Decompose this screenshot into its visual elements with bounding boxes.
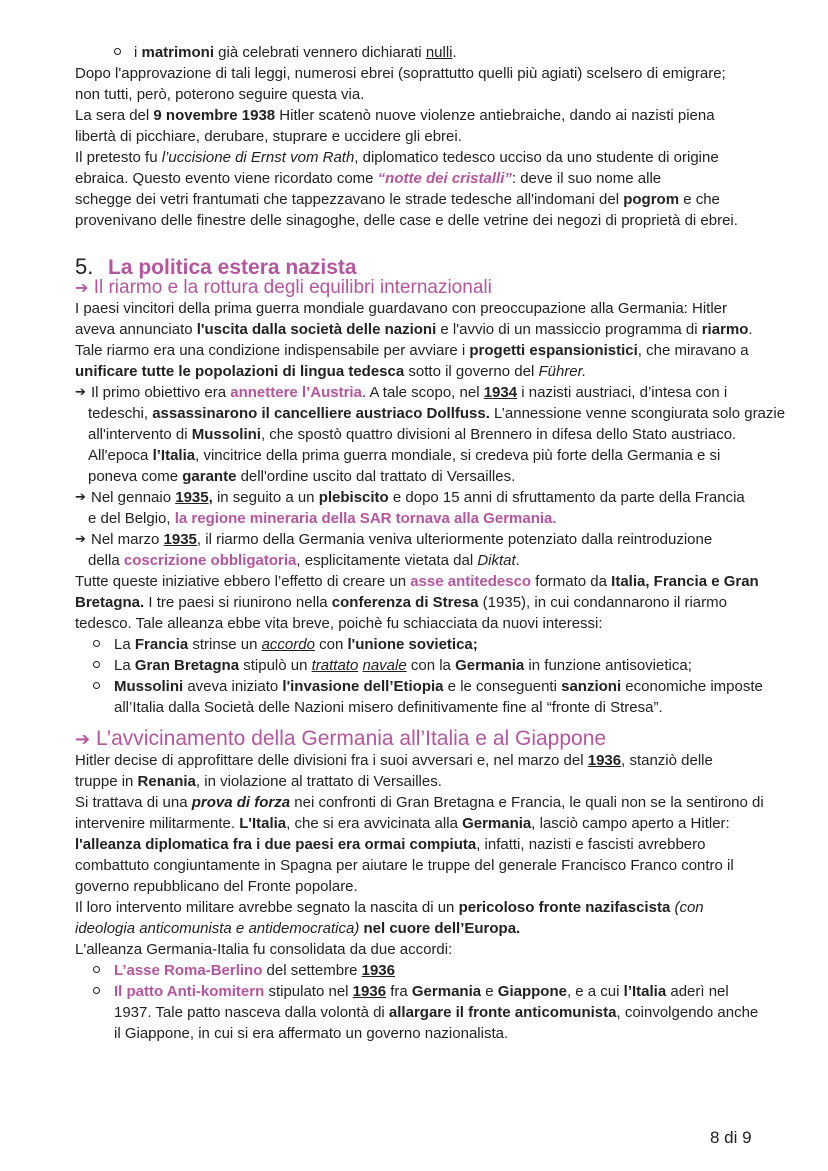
text-run: in funzione antisovietica;: [524, 657, 692, 674]
text-run: l’Italia: [623, 983, 667, 1000]
text-line: [75, 792, 828, 813]
text-run: e che: [679, 191, 720, 208]
text-run: pogrom: [623, 191, 680, 208]
text-line: [75, 592, 828, 613]
text-run: ebraica. Questo evento viene ricordato come: [75, 170, 378, 187]
text-run: tedesco. Tale alleanza ebbe vita breve, poichè fu schiacciata da nuovi interessi:: [75, 615, 603, 632]
text-run: Dopo l'approvazione di tali leggi, numerosi ebrei (soprattutto quelli più agiati) scelsero di emigrare;: [75, 65, 726, 82]
text-run: nel cuore dell’Europa.: [363, 920, 521, 937]
text-run: l'invasione dell’Etiopia: [282, 678, 444, 695]
text-line: [75, 340, 828, 361]
section-number: 5.: [75, 254, 94, 279]
text-run: allargare il fronte anticomunista: [388, 1004, 617, 1021]
text-run: Francia: [134, 636, 189, 653]
text-run: formato da: [531, 573, 612, 590]
text-run: all’Italia dalla Società delle Nazioni misero definitivamente fine al “fronte di Stresa”.: [114, 699, 663, 716]
text-run: della: [88, 552, 124, 569]
text-run: il Giappone, in cui si era affermato un governo nazionalista.: [114, 1025, 509, 1042]
text-line: [75, 571, 828, 592]
text-run: e le conseguenti: [443, 678, 562, 695]
text-line: [75, 834, 828, 855]
text-run: , lasciò campo aperto a Hitler:: [531, 815, 730, 832]
text-run: Diktat: [477, 552, 516, 569]
text-run: non tutti, però, poterono seguire questa via.: [75, 86, 365, 103]
text-run: 1935: [163, 531, 197, 548]
bullet-circle-icon: [93, 682, 100, 689]
text-run: Il loro intervento militare avrebbe segnato la nascita di un: [75, 899, 459, 916]
subsection-title: L’avvicinamento della Germania all’Italia e al Giappone: [95, 727, 607, 750]
text-run: .: [452, 44, 457, 61]
text-run: accordo: [261, 636, 315, 653]
text-run: Nel gennaio: [91, 489, 176, 506]
arrow-item-text: [88, 382, 828, 487]
bullet-circle-icon: [93, 987, 100, 994]
bullet-circle-icon: [93, 640, 100, 647]
text-line: [114, 634, 828, 655]
text-run: , che si era avvicinata alla: [286, 815, 463, 832]
text-run: l’Italia: [152, 447, 196, 464]
text-line: [75, 168, 828, 189]
text-run: . A tale scopo, nel: [361, 384, 484, 401]
text-line: [88, 382, 828, 403]
text-run: dell'ordine uscito dal trattato di Versailles.: [236, 468, 516, 485]
text-run: , il riarmo della Germania veniva ulteriormente potenziato dalla reintroduzione: [196, 531, 713, 548]
text-run: trattato: [311, 657, 359, 674]
text-run: asse antitedesco: [410, 573, 532, 590]
text-run: Mussolini: [191, 426, 261, 443]
text-run: conferenza di Stresa: [331, 594, 479, 611]
arrow-item-saar: [75, 487, 828, 529]
text-run: annettere l’Austria: [230, 384, 362, 401]
list-item-matrimoni: [75, 42, 828, 63]
text-run: La: [114, 636, 135, 653]
list-item-text: [114, 960, 828, 981]
text-run: riarmo: [701, 321, 749, 338]
text-run: nulli: [425, 44, 453, 61]
text-line: [88, 508, 828, 529]
text-run: La sera del: [75, 107, 154, 124]
text-run: 1937. Tale patto nasceva dalla volontà di: [114, 1004, 389, 1021]
text-run: 1934: [483, 384, 518, 401]
text-line: [88, 403, 828, 424]
text-run: Führer.: [538, 363, 587, 380]
text-run: .: [515, 552, 520, 569]
text-run: provenivano delle finestre delle sinagoghe, delle case e delle vetrine dei negozi di proprietà di ebrei.: [75, 212, 738, 229]
text-run: All'epoca: [88, 447, 153, 464]
text-run: strinse un: [188, 636, 262, 653]
arrow-item-austria: [75, 382, 828, 487]
text-line: [134, 42, 828, 63]
text-run: 1936: [361, 962, 395, 979]
arrow-item-text: [88, 529, 828, 571]
bullet-circle-icon: [93, 966, 100, 973]
text-line: [114, 697, 828, 718]
text-run: Il pretesto fu: [75, 149, 162, 166]
paragraph-notte-dei-cristalli: [75, 63, 828, 231]
text-run: navale: [362, 657, 407, 674]
list-item-text: [114, 981, 828, 1044]
bullet-circle-icon: [114, 48, 121, 55]
text-run: Germania: [455, 657, 525, 674]
text-run: in seguito a un: [212, 489, 319, 506]
text-run: Germania: [462, 815, 532, 832]
list-item-gran-bretagna: [75, 655, 828, 676]
text-run: , coinvolgendo anche: [616, 1004, 759, 1021]
text-run: Hitler decise di approfittare delle divisioni fra i suoi avversari e, nel marzo del: [75, 752, 588, 769]
text-run: 1936: [352, 983, 387, 1000]
subsection-title: Il riarmo e la rottura degli equilibri internazionali: [93, 277, 492, 298]
text-line: [114, 1002, 828, 1023]
text-run: con la: [406, 657, 456, 674]
text-line: [75, 361, 828, 382]
text-run: già celebrati vennero dichiarati: [214, 44, 426, 61]
list-item-francia: [75, 634, 828, 655]
text-run: poneva come: [88, 468, 183, 485]
text-run: sanzioni: [561, 678, 622, 695]
text-run: all'intervento di: [88, 426, 192, 443]
text-run: Gran Bretagna: [134, 657, 240, 674]
text-line: [75, 298, 828, 319]
text-line: [75, 105, 828, 126]
text-run: pericoloso fronte nazifascista: [458, 899, 671, 916]
text-run: , in violazione al trattato di Versailles.: [195, 773, 442, 790]
text-line: [75, 813, 828, 834]
text-run: , esplicitamente vietata dal: [296, 552, 478, 569]
text-run: Renania: [137, 773, 196, 790]
text-run: coscrizione obbligatoria: [123, 552, 297, 569]
text-line: [75, 126, 828, 147]
text-line: [75, 855, 828, 876]
text-run: l'uscita dalla società delle nazioni: [196, 321, 437, 338]
text-line: [75, 771, 828, 792]
arrow-icon: ➔: [75, 385, 86, 400]
paragraph-stresa: [75, 571, 828, 634]
text-run: L'Italia: [239, 815, 287, 832]
text-line: [88, 424, 828, 445]
text-run: , che miravano a: [637, 342, 749, 359]
text-run: e: [481, 983, 498, 1000]
text-run: L'alleanza Germania-Italia fu consolidata da due accordi:: [75, 941, 453, 958]
text-line: [88, 445, 828, 466]
text-run: l'unione sovietica;: [347, 636, 478, 653]
text-run: prova di forza: [191, 794, 291, 811]
text-line: [114, 981, 828, 1002]
text-run: L’annessione venne scongiurata solo grazie: [489, 405, 786, 422]
text-run: con: [314, 636, 348, 653]
text-line: [88, 529, 828, 550]
text-line: [75, 319, 828, 340]
text-run: , stanziò delle: [621, 752, 713, 769]
text-run: tedeschi,: [88, 405, 153, 422]
text-run: Nel marzo: [91, 531, 164, 548]
text-run: La: [114, 657, 135, 674]
arrow-icon: ➔: [75, 278, 89, 297]
text-run: l'alleanza diplomatica fra i due paesi era ormai compiuta: [75, 836, 477, 853]
list-item-patto-anti-komitern: [75, 981, 828, 1044]
text-run: Si trattava di una: [75, 794, 192, 811]
text-run: 1936: [587, 752, 622, 769]
text-run: Tale riarmo era una condizione indispensabile per avviare i: [75, 342, 470, 359]
text-line: [75, 918, 828, 939]
list-item-text: [114, 676, 828, 718]
text-run: e l'avvio di un massiccio programma di: [436, 321, 702, 338]
text-run: , infatti, nazisti e fascisti avrebbero: [476, 836, 706, 853]
text-run: stipulò un: [239, 657, 312, 674]
subsection-heading-riarmo: [75, 277, 828, 298]
arrow-item-coscrizione: [75, 529, 828, 571]
text-run: i nazisti austriaci, d’intesa con i: [517, 384, 728, 401]
text-line: [75, 897, 828, 918]
text-line: [114, 960, 828, 981]
text-run: 1935,: [175, 489, 213, 506]
text-run: aveva iniziato: [183, 678, 283, 695]
text-run: ideologia anticomunista e antidemocratica): [75, 920, 360, 937]
text-line: [114, 1023, 828, 1044]
text-line: [75, 63, 828, 84]
text-run: economiche imposte: [621, 678, 763, 695]
list-item-text: [134, 42, 828, 63]
text-run: Italia, Francia e Gran: [611, 573, 759, 590]
text-run: plebiscito: [318, 489, 389, 506]
text-run: e dopo 15 anni di sfruttamento da parte della Francia: [388, 489, 745, 506]
bullet-circle-icon: [93, 661, 100, 668]
text-run: schegge dei vetri frantumati che tappezzavano le strade tedesche all'indomani del: [75, 191, 624, 208]
arrow-icon: ➔: [75, 532, 86, 547]
paragraph-renania: [75, 750, 828, 960]
section-heading: [75, 253, 828, 277]
text-run: L’asse Roma-Berlino: [114, 962, 263, 979]
arrow-item-text: [88, 487, 828, 529]
text-run: .: [748, 321, 753, 338]
text-run: Il patto Anti-komitern: [114, 983, 265, 1000]
text-run: del settembre: [262, 962, 362, 979]
text-run: , e a cui: [566, 983, 624, 1000]
text-run: i: [134, 44, 142, 61]
text-run: (con: [674, 899, 704, 916]
text-run: I paesi vincitori della prima guerra mondiale guardavano con preoccupazione alla Germania: Hitler: [75, 300, 728, 317]
page-number: 8 di 9: [710, 1128, 752, 1147]
text-run: , che spostò quattro divisioni al Brennero in difesa dello Stato austriaco.: [260, 426, 737, 443]
text-run: assassinarono il cancelliere austriaco Dollfuss.: [152, 405, 490, 422]
list-item-text: [114, 634, 828, 655]
list-item-asse-roma-berlino: [75, 960, 828, 981]
text-run: la regione mineraria della SAR tornava alla Germania.: [174, 510, 557, 527]
text-run: , vincitrice della prima guerra mondiale, si credeva più forte della Germania e si: [195, 447, 721, 464]
text-run: Bretagna.: [75, 594, 145, 611]
text-line: [75, 147, 828, 168]
text-line: [75, 750, 828, 771]
text-run: , diplomatico tedesco ucciso da uno studente di origine: [354, 149, 719, 166]
text-line: [75, 189, 828, 210]
text-line: [75, 613, 828, 634]
text-line: [88, 466, 828, 487]
text-run: truppe in: [75, 773, 138, 790]
text-run: matrimoni: [141, 44, 215, 61]
text-run: libertà di picchiare, derubare, stuprare e uccidere gli ebrei.: [75, 128, 462, 145]
text-run: I tre paesi si riunirono nella: [144, 594, 332, 611]
text-line: [88, 550, 828, 571]
arrow-icon: ➔: [75, 490, 86, 505]
text-line: [75, 876, 828, 897]
text-run: Il primo obiettivo era: [91, 384, 231, 401]
text-run: unificare tutte le popolazioni di lingua tedesca: [75, 363, 405, 380]
text-run: garante: [182, 468, 237, 485]
list-item-etiopia: [75, 676, 828, 718]
paragraph-riarmo: [75, 298, 828, 382]
text-run: 9 novembre 1938: [153, 107, 276, 124]
text-run: combattuto congiuntamente in Spagna per aiutare le truppe del generale Francisco Franco contro il: [75, 857, 734, 874]
text-run: “notte dei cristalli”: [377, 170, 512, 187]
text-line: [75, 84, 828, 105]
text-run: intervenire militarmente.: [75, 815, 240, 832]
text-line: [114, 655, 828, 676]
text-line: [75, 939, 828, 960]
text-line: [75, 210, 828, 231]
list-item-text: [114, 655, 828, 676]
text-line: [114, 676, 828, 697]
subsection-heading-avvicinamento: [75, 728, 828, 750]
text-run: nei confronti di Gran Bretagna e Francia, le quali non se la sentirono di: [290, 794, 764, 811]
text-run: Hitler scatenò nuove violenze antiebraiche, dando ai nazisti piena: [275, 107, 715, 124]
text-run: progetti espansionistici: [469, 342, 638, 359]
text-run: l’uccisione di Ernst vom Rath: [161, 149, 355, 166]
text-run: aveva annunciato: [75, 321, 197, 338]
text-run: stipulato nel: [264, 983, 353, 1000]
text-run: (1935), in cui condannarono il riarmo: [478, 594, 727, 611]
section-title: La politica estera nazista: [108, 256, 357, 279]
text-line: [88, 487, 828, 508]
text-run: : deve il suo nome alle: [511, 170, 662, 187]
text-run: aderì nel: [666, 983, 729, 1000]
text-run: Tutte queste iniziative ebbero l’effetto di creare un: [75, 573, 411, 590]
text-run: Germania: [411, 983, 482, 1000]
text-run: sotto il governo del: [404, 363, 539, 380]
text-run: fra: [386, 983, 412, 1000]
text-run: governo repubblicano del Fronte popolare.: [75, 878, 358, 895]
text-run: e del Belgio,: [88, 510, 175, 527]
text-run: Giappone: [497, 983, 567, 1000]
arrow-icon: ➔: [75, 729, 91, 750]
text-run: Mussolini: [114, 678, 184, 695]
